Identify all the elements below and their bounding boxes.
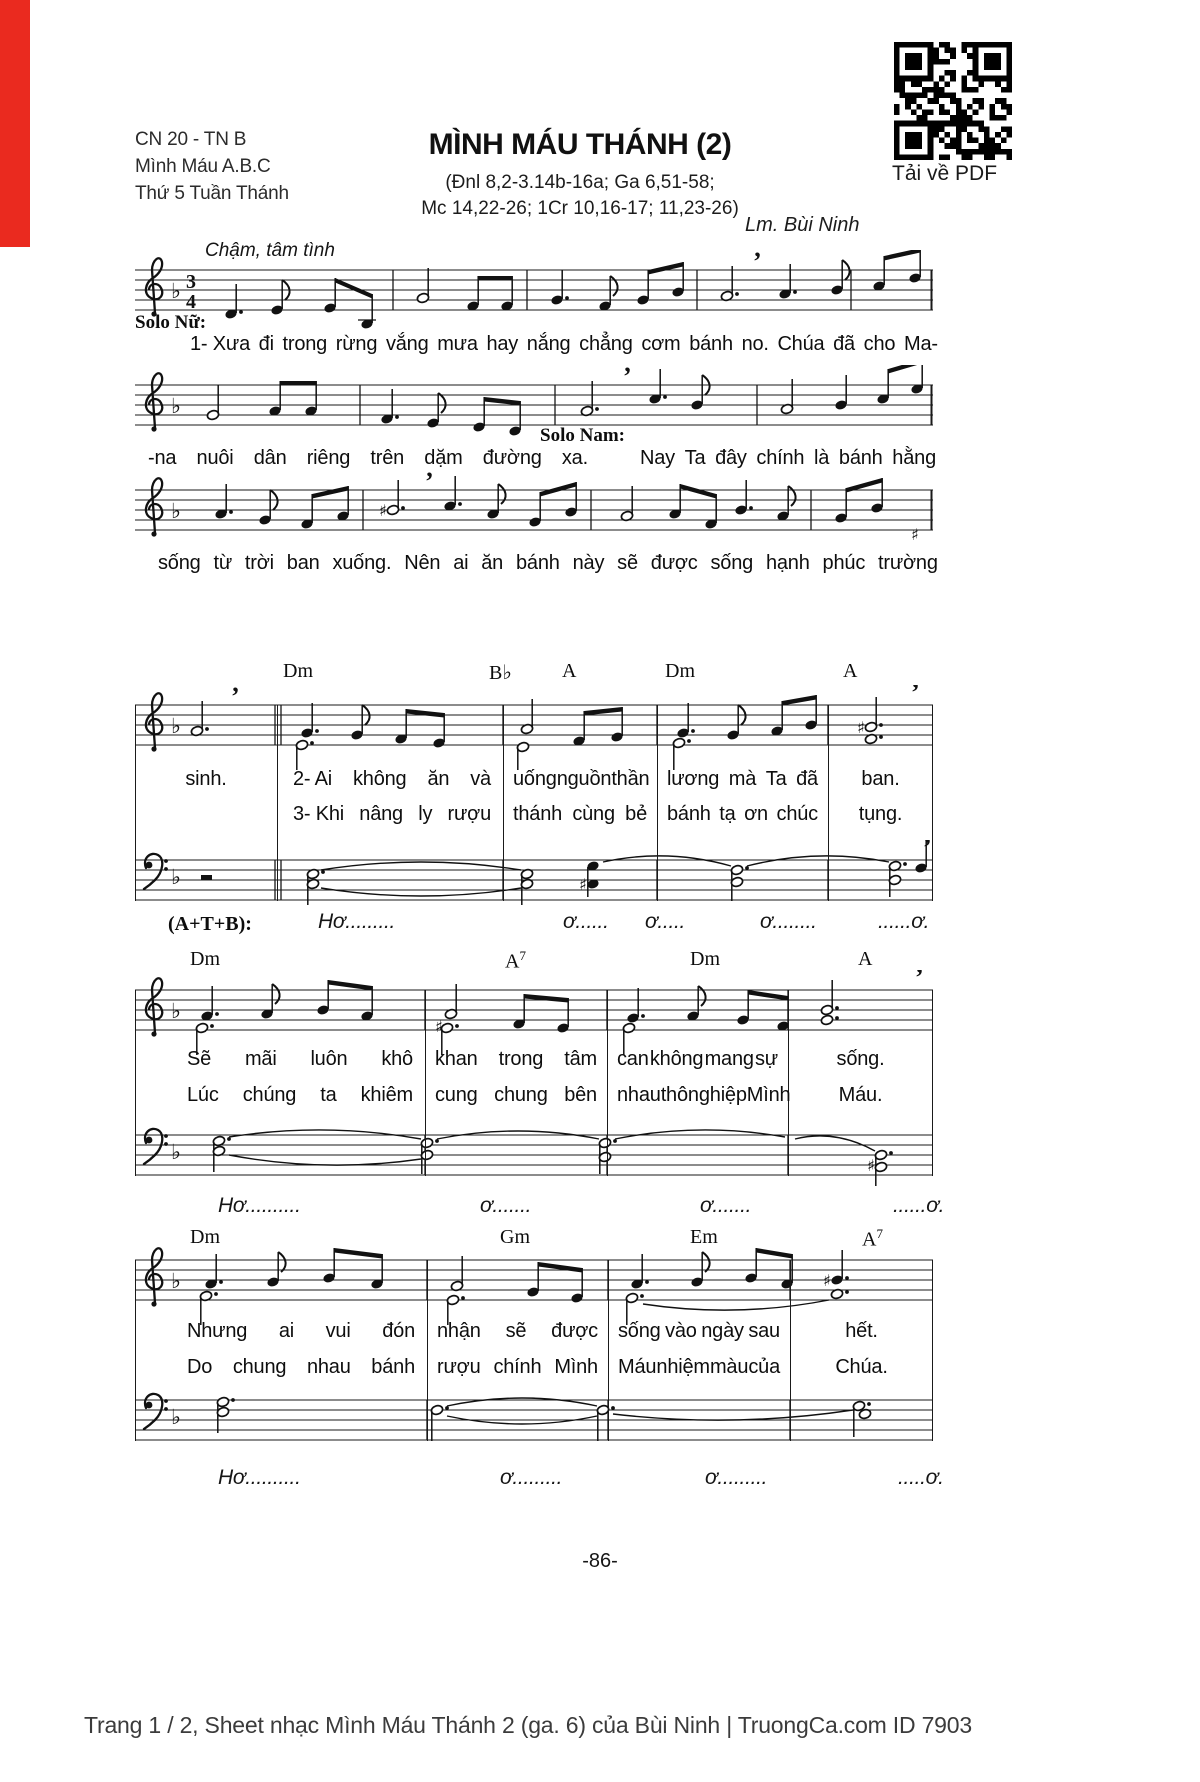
vocalise-syllable: Hơ......... [318, 910, 396, 933]
lyric-word: sống [710, 552, 754, 574]
lyric-word: đón [382, 1320, 415, 1342]
lyric-word: ăn [427, 768, 450, 790]
vocalise-syllable: Hơ.......... [218, 1466, 301, 1489]
lyric-word: màu [709, 1356, 749, 1378]
lyric-word: Nay [640, 447, 675, 469]
lyric-word: chính [756, 447, 805, 469]
chord-label: B♭ [489, 662, 512, 684]
svg-text:’: ’ [623, 365, 632, 391]
chord-label: Dm [190, 948, 220, 970]
lyric-line-2a [148, 447, 588, 470]
lyric-word: tâm [564, 1048, 597, 1070]
lyric-word: xa. [561, 447, 588, 469]
lyric-word: chính [493, 1356, 542, 1378]
lyric-word: ly [418, 803, 433, 825]
chord-label: A [843, 660, 858, 682]
lyric-word: sống [618, 1320, 661, 1342]
lyric-word: ai [453, 552, 469, 574]
vocalise-syllable: .....ơ. [898, 1466, 944, 1489]
lyric-word: khiêm [360, 1084, 413, 1106]
chord-label: $A^7$ [862, 1226, 883, 1251]
chord-label: $A^7$ [505, 948, 526, 973]
svg-text:♯: ♯ [823, 1271, 831, 1290]
lyric-line-3 [158, 552, 938, 575]
lyric-measure-column [657, 803, 828, 826]
tempo-marking: Chậm, tâm tình [205, 240, 335, 261]
lyric-measure-column [135, 1356, 427, 1379]
lyric-word: can [617, 1048, 649, 1070]
svg-text:♭: ♭ [171, 279, 181, 303]
lyric-measure-column [607, 1048, 788, 1071]
lyric-word: hạnh [765, 552, 810, 574]
lyric-word: này [572, 552, 605, 574]
verse3-lyrics-row [135, 803, 933, 826]
verse3-continuation-row [135, 1084, 933, 1107]
lyric-measure-column [135, 1320, 427, 1343]
qr-code[interactable] [894, 42, 1012, 160]
lyric-word: bên [564, 1084, 597, 1106]
system-barline [788, 990, 789, 1176]
lyric-word: trong [498, 1048, 544, 1070]
lyric-word: khô [381, 1048, 413, 1070]
lyric-measure-column [427, 1320, 608, 1343]
svg-text:♯: ♯ [379, 501, 387, 520]
lyric-word: tạ [719, 803, 736, 825]
vocalise-syllable: ơ...... [563, 910, 609, 933]
chord-row-3 [135, 1226, 933, 1250]
lyric-word: chúc [776, 803, 818, 825]
lyric-word: Nhưng [187, 1320, 248, 1342]
system-barline [425, 990, 426, 1176]
lyric-word: ăn [481, 552, 504, 574]
chord-label: Em [690, 1226, 718, 1248]
svg-text:’: ’ [923, 840, 932, 862]
lyric-word: dặm [424, 447, 463, 469]
svg-text:’: ’ [753, 250, 762, 276]
lyric-measure-column [828, 768, 933, 791]
lyric-measure-column [425, 1084, 607, 1107]
lyric-word: Chúa. [835, 1356, 888, 1378]
qr-code-image [894, 42, 1012, 160]
lyric-word: đây [715, 447, 747, 469]
svg-text:♭: ♭ [171, 999, 181, 1023]
lyric-word: chung [494, 1084, 548, 1106]
lyric-word: lương [667, 768, 720, 790]
lyric-word: hiệp [709, 1084, 747, 1106]
lyric-measure-column [607, 1084, 791, 1107]
lyric-word: tụng. [858, 803, 903, 825]
lyric-word: chung [232, 1356, 287, 1378]
vocalise-syllable: ơ......... [705, 1466, 768, 1489]
chord-row-2 [135, 948, 933, 972]
system-barline [427, 1260, 428, 1441]
lyric-word: phúc [822, 552, 866, 574]
svg-text:4: 4 [186, 291, 196, 313]
red-edge-strip [0, 0, 30, 247]
solo-nam-label: Solo Nam: [540, 425, 625, 446]
lyric-word: mưa [437, 333, 478, 355]
lyric-word: được [551, 1320, 598, 1342]
lyric-word: sẽ [617, 552, 638, 574]
lyric-word: cơm [641, 333, 681, 355]
svg-text:’: ’ [915, 970, 924, 992]
svg-text:’: ’ [231, 685, 240, 711]
vocalise-syllable: ơ....... [480, 1194, 532, 1217]
lyric-word: của [748, 1356, 780, 1378]
atb-vocalise-row-1 [135, 910, 933, 938]
svg-text:♭: ♭ [171, 1140, 181, 1164]
lyric-word: sẽ [505, 1320, 527, 1342]
solo-nu-label: Solo Nữ: [135, 312, 207, 333]
page-number: -86- [582, 1550, 618, 1572]
atb-vocalise-row-3 [135, 1466, 944, 1494]
lyric-word: vào [665, 1320, 697, 1342]
lyric-measure-column [135, 1084, 425, 1107]
lyric-measure-column [277, 803, 503, 826]
atb-label: (A+T+B): [168, 913, 252, 935]
bass-staff-2 [135, 1115, 933, 1200]
svg-text:♭: ♭ [171, 394, 181, 418]
svg-text:♭: ♭ [171, 865, 181, 889]
lyric-word: rượu [437, 1356, 481, 1378]
svg-text:♯: ♯ [911, 525, 919, 544]
chord-row-1 [135, 660, 933, 684]
lyric-word: 3- Khi [293, 803, 345, 825]
lyric-word: đường [482, 447, 542, 469]
chord-label: Dm [283, 660, 313, 682]
verse2-final-row [135, 1320, 933, 1343]
lyric-word: luôn [310, 1048, 348, 1070]
lyric-word: Ta [684, 447, 706, 469]
lyric-word: chúng [242, 1084, 297, 1106]
system-barline [932, 1260, 933, 1441]
lyric-word: cho [863, 333, 896, 355]
lyric-word: nắng [526, 333, 571, 355]
lyric-word: không [649, 1048, 704, 1070]
lyric-line-1 [190, 333, 938, 356]
lyric-word: Sẽ [187, 1048, 212, 1070]
lyric-word: Nên [404, 552, 441, 574]
lyric-measure-column [790, 1320, 933, 1343]
treble-staff-5 [135, 970, 933, 1055]
lyric-word: trong [282, 333, 328, 355]
treble-staff-6 [135, 1240, 933, 1325]
lyric-word: trời [244, 552, 274, 574]
lyric-word: 1- Xưa [190, 333, 250, 355]
composer-credit: Lm. Bùi Ninh [745, 214, 860, 236]
song-title: MÌNH MÁU THÁNH (2) [428, 128, 732, 161]
lyric-word: Ta [765, 768, 787, 790]
lyric-word: ơn [744, 803, 768, 825]
verse3-final-row [135, 1356, 933, 1379]
chord-label: Dm [690, 948, 720, 970]
lyric-word: -na [148, 447, 177, 469]
footer-caption: Trang 1 / 2, Sheet nhạc Mình Máu Thánh 2 (ga. 6) của Bùi Ninh | TruongCa.com ID 7903 [84, 1712, 972, 1738]
lyric-word: sự [755, 1048, 778, 1070]
chord-extension: 7 [876, 1226, 883, 1241]
svg-text:♭: ♭ [171, 499, 181, 523]
lyric-word: Máu [618, 1356, 657, 1378]
lyric-word: Mình [746, 1084, 791, 1106]
lyric-word: hết. [845, 1320, 878, 1342]
svg-text:3: 3 [186, 271, 196, 293]
treble-staff-2 [135, 365, 933, 450]
treble-staff-3 [135, 470, 933, 555]
system-barline [932, 990, 933, 1176]
meta-line-category: Mình Máu A.B.C [135, 156, 271, 177]
lyric-measure-column [277, 768, 503, 791]
vocalise-syllable: ......ơ. [893, 1194, 945, 1217]
svg-text:♭: ♭ [171, 1269, 181, 1293]
vocalise-syllable: ơ..... [645, 910, 686, 933]
lyric-measure-column [427, 1356, 608, 1379]
svg-text:♯: ♯ [435, 1017, 443, 1036]
vocalise-syllable: Hơ.......... [218, 1194, 301, 1217]
svg-text:’: ’ [425, 470, 434, 496]
chord-label: Gm [500, 1226, 530, 1248]
chord-label: Dm [190, 1226, 220, 1248]
system-barline [135, 1260, 136, 1441]
scripture-reference-line1: (Đnl 8,2-3.14b-16a; Ga 6,51-58; [445, 172, 715, 193]
lyric-word: cùng [572, 803, 615, 825]
lyric-word: nhau [617, 1084, 661, 1106]
lyric-measure-column [657, 768, 828, 791]
lyric-word: Lúc [187, 1084, 219, 1106]
lyric-word: Mình [554, 1356, 598, 1378]
lyric-word: rượu [447, 803, 491, 825]
lyric-word: cung [435, 1084, 478, 1106]
lyric-word: khan [435, 1048, 478, 1070]
chord-extension: 7 [519, 948, 526, 963]
lyric-word: sống [158, 552, 201, 574]
lyric-word: đi [258, 333, 274, 355]
header-meta [135, 126, 289, 207]
lyric-word: nâng [359, 803, 403, 825]
lyric-word: thánh [513, 803, 563, 825]
lyric-word: mà [728, 768, 757, 790]
lyric-word: thần [611, 768, 650, 790]
treble-staff-4 [135, 685, 933, 770]
lyric-word: sống. [836, 1048, 885, 1070]
lyric-word: Do [187, 1356, 213, 1378]
lyric-word: hay [486, 333, 519, 355]
verse2-lyrics-row [135, 768, 933, 791]
lyric-measure-column [788, 1084, 933, 1107]
lyric-word: no. [741, 333, 769, 355]
lyric-word: là [814, 447, 830, 469]
bass-staff-3 [135, 1380, 933, 1465]
qr-caption-download-pdf[interactable]: Tải về PDF [892, 162, 998, 185]
lyric-word: trường [878, 552, 938, 574]
lyric-word: thông [660, 1084, 710, 1106]
lyric-word: bánh [371, 1356, 415, 1378]
lyric-word: nhau [306, 1356, 351, 1378]
lyric-word: nuôi [196, 447, 234, 469]
system-barline [790, 1260, 791, 1441]
svg-text:♭: ♭ [171, 1405, 181, 1429]
lyric-measure-column [503, 768, 657, 791]
lyric-word: mang [704, 1048, 754, 1070]
lyric-word: vắng [385, 333, 429, 355]
lyric-word: sinh. [185, 768, 227, 790]
lyric-word: không [352, 768, 407, 790]
system-barline [607, 990, 608, 1176]
lyric-measure-column [425, 1048, 607, 1071]
lyric-word: ngày [701, 1320, 744, 1342]
lyric-word: bánh [667, 803, 711, 825]
lyric-word: bánh [838, 447, 883, 469]
lyric-word: hằng [892, 447, 936, 469]
vocalise-syllable: ơ........ [760, 910, 817, 933]
system-barline [135, 990, 136, 1176]
lyric-measure-column [790, 1356, 933, 1379]
lyric-word: uống [513, 768, 557, 790]
atb-vocalise-row-2 [135, 1194, 945, 1222]
lyric-word: bánh [516, 552, 560, 574]
vocalise-syllable: ơ....... [700, 1194, 752, 1217]
scripture-reference-line2: Mc 14,22-26; 1Cr 10,16-17; 11,23-26) [421, 198, 739, 219]
meta-line-occasion: Thứ 5 Tuần Thánh [135, 183, 289, 204]
lyric-word: ai [278, 1320, 294, 1342]
vocalise-syllable: ơ......... [500, 1466, 563, 1489]
lyric-measure-column [608, 1320, 790, 1343]
svg-text:♭: ♭ [171, 714, 181, 738]
lyric-word: riêng [306, 447, 351, 469]
lyric-word: xuống. [332, 552, 392, 574]
lyric-measure-column [503, 803, 657, 826]
lyric-measure-column [135, 768, 277, 791]
lyric-word: ban. [861, 768, 900, 790]
lyric-word: vui [325, 1320, 351, 1342]
meta-line-liturgical: CN 20 - TN B [135, 129, 247, 150]
lyric-measure-column [788, 1048, 933, 1071]
treble-staff-1 [135, 250, 933, 335]
lyric-word: bánh [689, 333, 733, 355]
lyric-word: sau [748, 1320, 780, 1342]
lyric-word: mãi [244, 1048, 277, 1070]
lyric-word: ta [320, 1084, 337, 1106]
lyric-word: đã [796, 768, 818, 790]
vocalise-syllable: ......ơ. [878, 910, 930, 933]
lyric-word: chẳng [579, 333, 633, 355]
lyric-word: nhận [437, 1320, 481, 1342]
lyric-word: và [470, 768, 491, 790]
lyric-measure-column [135, 1048, 425, 1071]
lyric-word: Chúa [777, 333, 825, 355]
verse2-continuation-row [135, 1048, 933, 1071]
lyric-word: nhiệm [656, 1356, 710, 1378]
svg-text:♯: ♯ [857, 718, 865, 737]
lyric-line-2b [640, 447, 936, 470]
lyric-measure-column [828, 803, 933, 826]
lyric-word: ban [286, 552, 320, 574]
lyric-word: Ma- [903, 333, 938, 355]
lyric-word: dân [253, 447, 287, 469]
chord-label: A [562, 660, 577, 682]
lyric-word: Máu. [838, 1084, 883, 1106]
chord-label: Dm [665, 660, 695, 682]
lyric-measure-column [608, 1356, 790, 1379]
lyric-word: rừng [335, 333, 378, 355]
lyric-word: trên [370, 447, 405, 469]
lyric-word: đã [833, 333, 855, 355]
lyric-word: từ [213, 552, 233, 574]
chord-label: A [858, 948, 873, 970]
system-barline [608, 1260, 609, 1441]
svg-text:♯: ♯ [867, 1156, 875, 1175]
lyric-word: nguồn [556, 768, 612, 790]
lyric-word: được [650, 552, 698, 574]
svg-text:♯: ♯ [579, 875, 587, 894]
lyric-measure-column [135, 803, 277, 826]
lyric-word: 2- Ai [293, 768, 333, 790]
svg-text:’: ’ [911, 685, 920, 707]
lyric-word: bẻ [625, 803, 647, 825]
